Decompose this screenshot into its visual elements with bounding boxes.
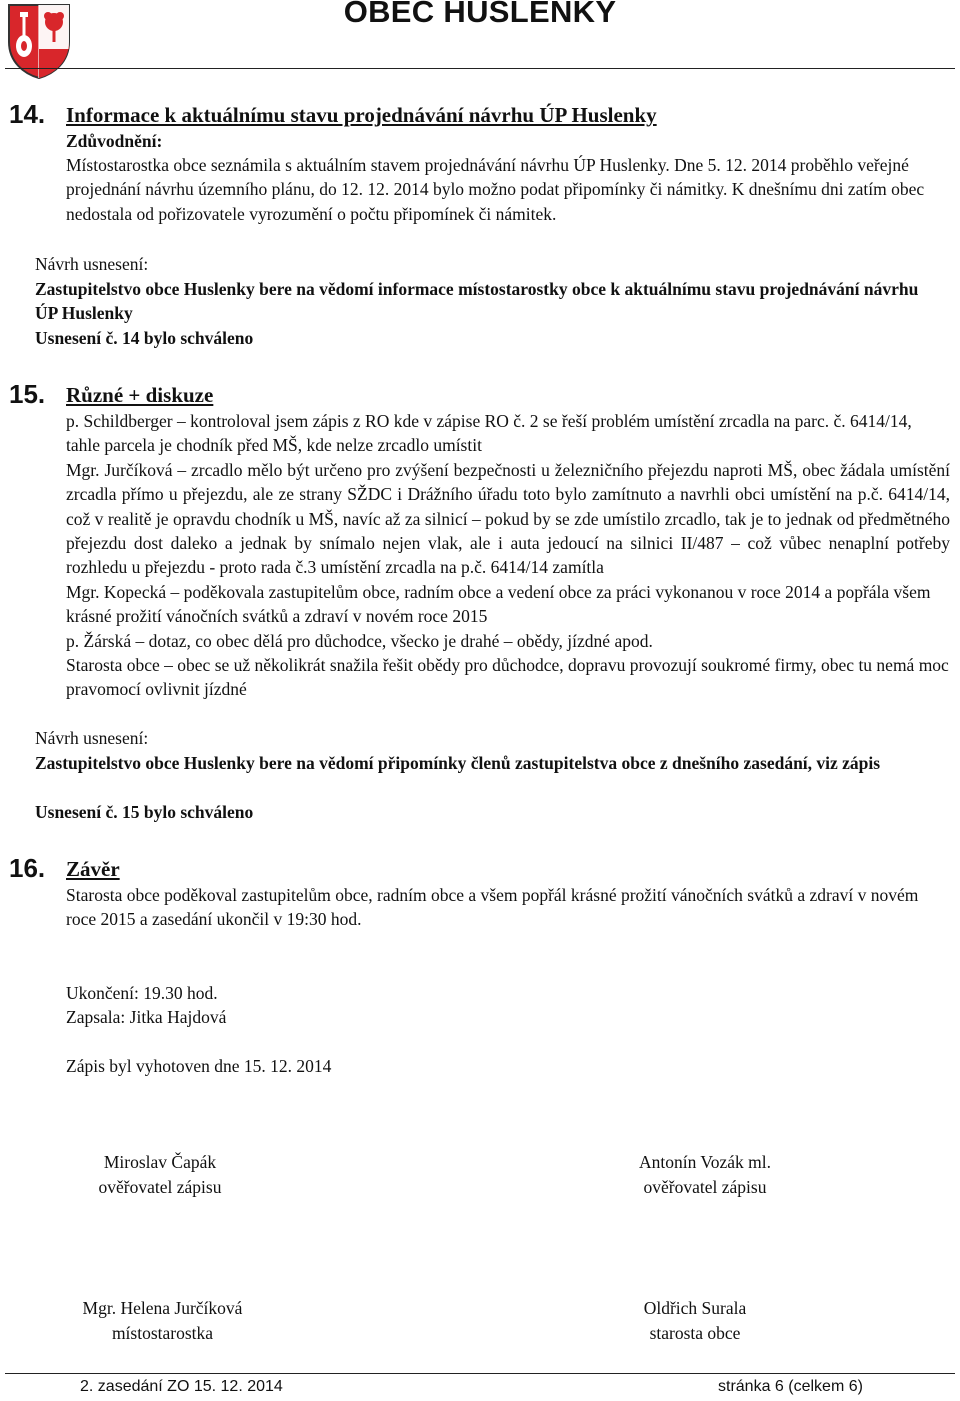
section-15-result: Usnesení č. 15 bylo schváleno: [35, 802, 254, 822]
section-16-number: 16.: [9, 853, 46, 883]
section-16-title: Závěr: [66, 857, 120, 881]
signatory-name: Antonín Vozák ml.: [638, 1152, 772, 1172]
section-14-proposal-text: Zastupitelstvo obce Huslenky bere na vědomí informace místostarostky obce k aktuálnímu stavu projednávání návrhu ÚP Huslenky: [35, 279, 919, 324]
signature-block: [595, 1296, 795, 1346]
header-divider: [5, 68, 955, 69]
signature-block: [60, 1150, 260, 1200]
section-16-text: Starosta obce poděkoval zastupitelům obce, radním obce a všem popřál krásné prožití vánočních svátků a zdraví v novém roce 2015 a zasedání ukončil v 19:30 hod.: [66, 885, 919, 930]
discussion-item: Mgr. Kopecká – poděkovala zastupitelům obce, radním obce a vedení obce za práci vykonanou v roce 2014 a popřála všem krásné prožití vánočních svátků a zdraví v novém roce 2015: [66, 581, 931, 627]
meeting-end-time: Ukončení: 19.30 hod.: [66, 983, 218, 1003]
recorded-by: Zapsala: Jitka Hajdová: [66, 1007, 227, 1027]
section-15-title: Různé + diskuze: [66, 383, 214, 407]
signature-block: [600, 1150, 810, 1200]
section-14-result-text: Usnesení č. 14 bylo schváleno: [35, 328, 254, 348]
discussion-item: Mgr. Jurčíková – zrcadlo mělo být určeno pro zvýšení bezpečnosti u železničního přejezdu naproti MŠ, obec žádala umístění zrcadla přímo u přejezdu, ale ze strany SŽDC i Drážního úřadu toto bylo zamítnuto a navrhli obci umístění na p.č. 6414/14, což v realitě je opravdu chodník u MŠ, navíc až za silnicí – pokud by se zde umístilo zrcadlo, tak je to jednak od předmětného přejezdu dost daleko a jednak by snímalo nejen vlak, ale i auta jedoucí na silnici II/487 – což vůbec nenaplní potřeby rozhledu u přejezdu - proto rada č.3 umístění zrcadla na p.č. 6414/14 zamítla: [66, 459, 950, 578]
discussion-item: Starosta obce – obec se už několikrát snažila řešit obědy pro důchodce, dopravu provozují soukromé firmy, obec tu nemá moc pravomocí ovlivnit jízdné: [66, 655, 949, 700]
signatory-role: starosta obce: [649, 1323, 741, 1343]
section-14-number: 14.: [9, 99, 46, 129]
signatory-role: ověřovatel zápisu: [643, 1177, 767, 1197]
section-14-reason-label: Zdůvodnění:: [66, 131, 163, 151]
signatory-role: místostarostka: [111, 1323, 214, 1343]
footer-meeting: 2. zasedání ZO 15. 12. 2014: [80, 1378, 283, 1395]
section-15-number: 15.: [9, 379, 46, 409]
signature-block: [40, 1296, 285, 1346]
discussion-item: p. Žárská – dotaz, co obec dělá pro důchodce, všecko je drahé – obědy, jízdné apod.: [66, 630, 653, 651]
page-header-title: OBEC HUSLENKY: [343, 0, 617, 29]
footer-page-number: stránka 6 (celkem 6): [718, 1378, 863, 1395]
section-15-proposal-label: Návrh usnesení:: [35, 728, 149, 748]
signatory-name: Miroslav Čapák: [103, 1152, 217, 1172]
discussion-item: p. Schildberger – kontroloval jsem zápis z RO kde v zápise RO č. 2 se řeší problém umístění zrcadla na parc. č. 6414/14, tahle parcela je chodník před MŠ, kde nelze zrcadlo umístit: [66, 411, 912, 456]
signatory-name: Mgr. Helena Jurčíková: [82, 1298, 243, 1318]
section-14-title: Informace k aktuálnímu stavu projednávání návrhu ÚP Huslenky: [66, 103, 657, 127]
section-15-discussion: [66, 409, 950, 702]
section-14-result: [35, 326, 253, 350]
minutes-prepared-date: Zápis byl vyhotoven dne 15. 12. 2014: [66, 1056, 332, 1076]
signatory-name: Oldřich Surala: [643, 1298, 747, 1318]
section-15-proposal-text: Zastupitelstvo obce Huslenky bere na vědomí připomínky členů zastupitelstva obce z dnešního zasedání, viz zápis: [35, 753, 881, 773]
section-14-proposal-label: Návrh usnesení:: [35, 254, 149, 274]
signatory-role: ověřovatel zápisu: [98, 1177, 222, 1197]
section-14-reason-text: Místostarostka obce seznámila s aktuálním stavem projednávání návrhu ÚP Huslenky. Dne 5. 12. 2014 proběhlo veřejné projednání návrhu územního plánu, do 12. 12. 2014 bylo možno podat připomínky či námitky. K dnešnímu dni zatím obec nedostala od pořizovatele vyrozumění o počtu připomínek či námitek.: [66, 155, 925, 224]
footer-divider: [5, 1373, 955, 1374]
